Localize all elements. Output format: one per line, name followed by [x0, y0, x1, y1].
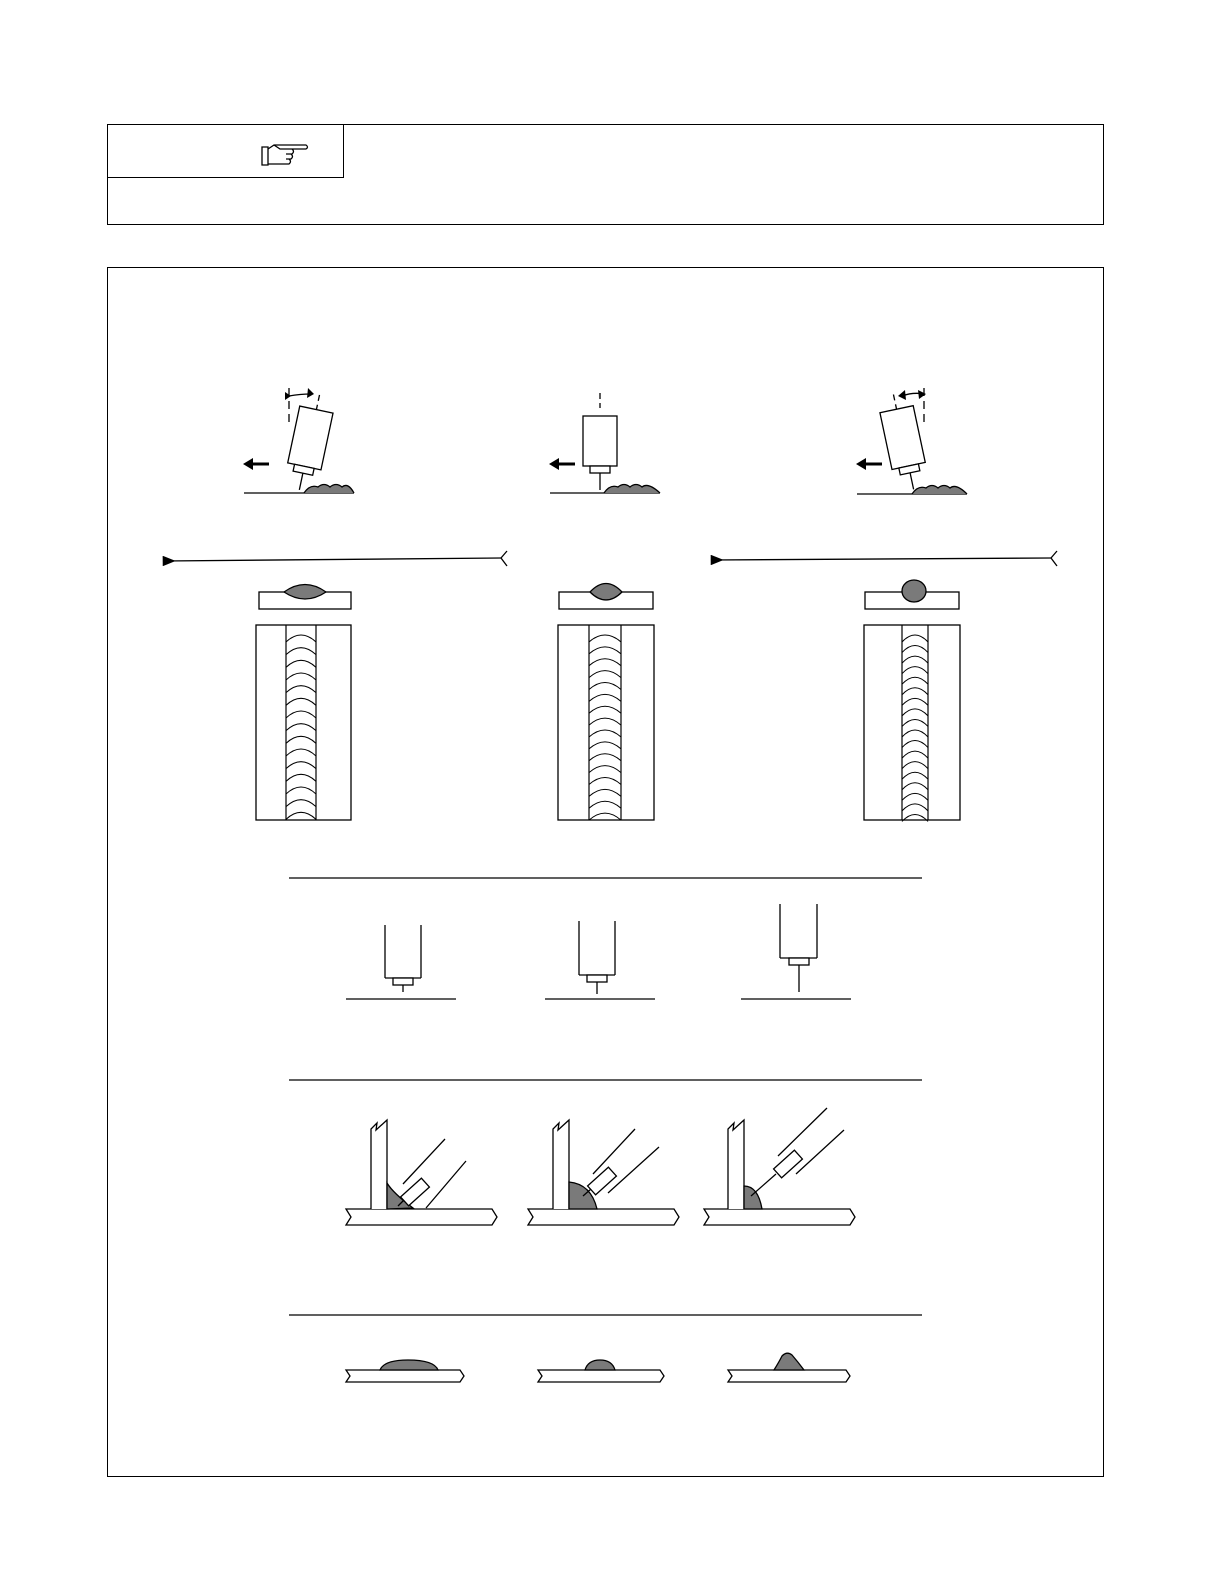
- direction-arrow-left: [164, 551, 507, 566]
- welding-technique-diagram: [108, 268, 1105, 1478]
- direction-arrow-right: [712, 551, 1057, 566]
- bead-plan-view-3: [864, 625, 960, 821]
- travel-arrow: [243, 458, 269, 470]
- gun-nozzle-2: [588, 1167, 617, 1195]
- weld-ripples: [304, 485, 354, 494]
- bead-section-3: [865, 580, 959, 609]
- electrode-wire-3: [751, 1174, 776, 1196]
- welding-gun: [583, 393, 617, 490]
- welding-gun: [877, 391, 930, 493]
- bead-profile-2: [538, 1360, 664, 1382]
- travel-arrow: [856, 458, 882, 470]
- stickout-figure-2: [545, 921, 655, 999]
- pointing-hand-icon: [260, 139, 310, 167]
- note-box: [107, 124, 1104, 225]
- bead-section-1: [259, 585, 351, 610]
- fillet-gun-position-figures: [346, 1108, 855, 1225]
- welding-gun: [283, 391, 336, 493]
- weld-ripples: [912, 486, 967, 495]
- bead-profile-3: [728, 1353, 850, 1382]
- gun-angle-figure-3: [856, 388, 967, 494]
- stickout-figure-3: [741, 904, 851, 999]
- diagram-box: [107, 267, 1104, 1477]
- fillet-figure-1: [346, 1120, 497, 1225]
- note-label-cell: [108, 125, 344, 178]
- bead-section-2: [559, 584, 653, 610]
- bead-plan-views: [256, 625, 960, 821]
- gun-angle-figure-2: [549, 393, 660, 493]
- gun-angle-figure-1: [243, 388, 354, 493]
- gun-nozzle-3: [774, 1150, 803, 1178]
- bead-plan-view-1: [256, 625, 351, 820]
- travel-arrow: [549, 458, 575, 470]
- weld-ripples: [604, 485, 660, 494]
- bead-plan-view-2: [558, 625, 654, 820]
- bead-profile-1: [346, 1360, 464, 1382]
- stickout-figure-1: [346, 925, 456, 999]
